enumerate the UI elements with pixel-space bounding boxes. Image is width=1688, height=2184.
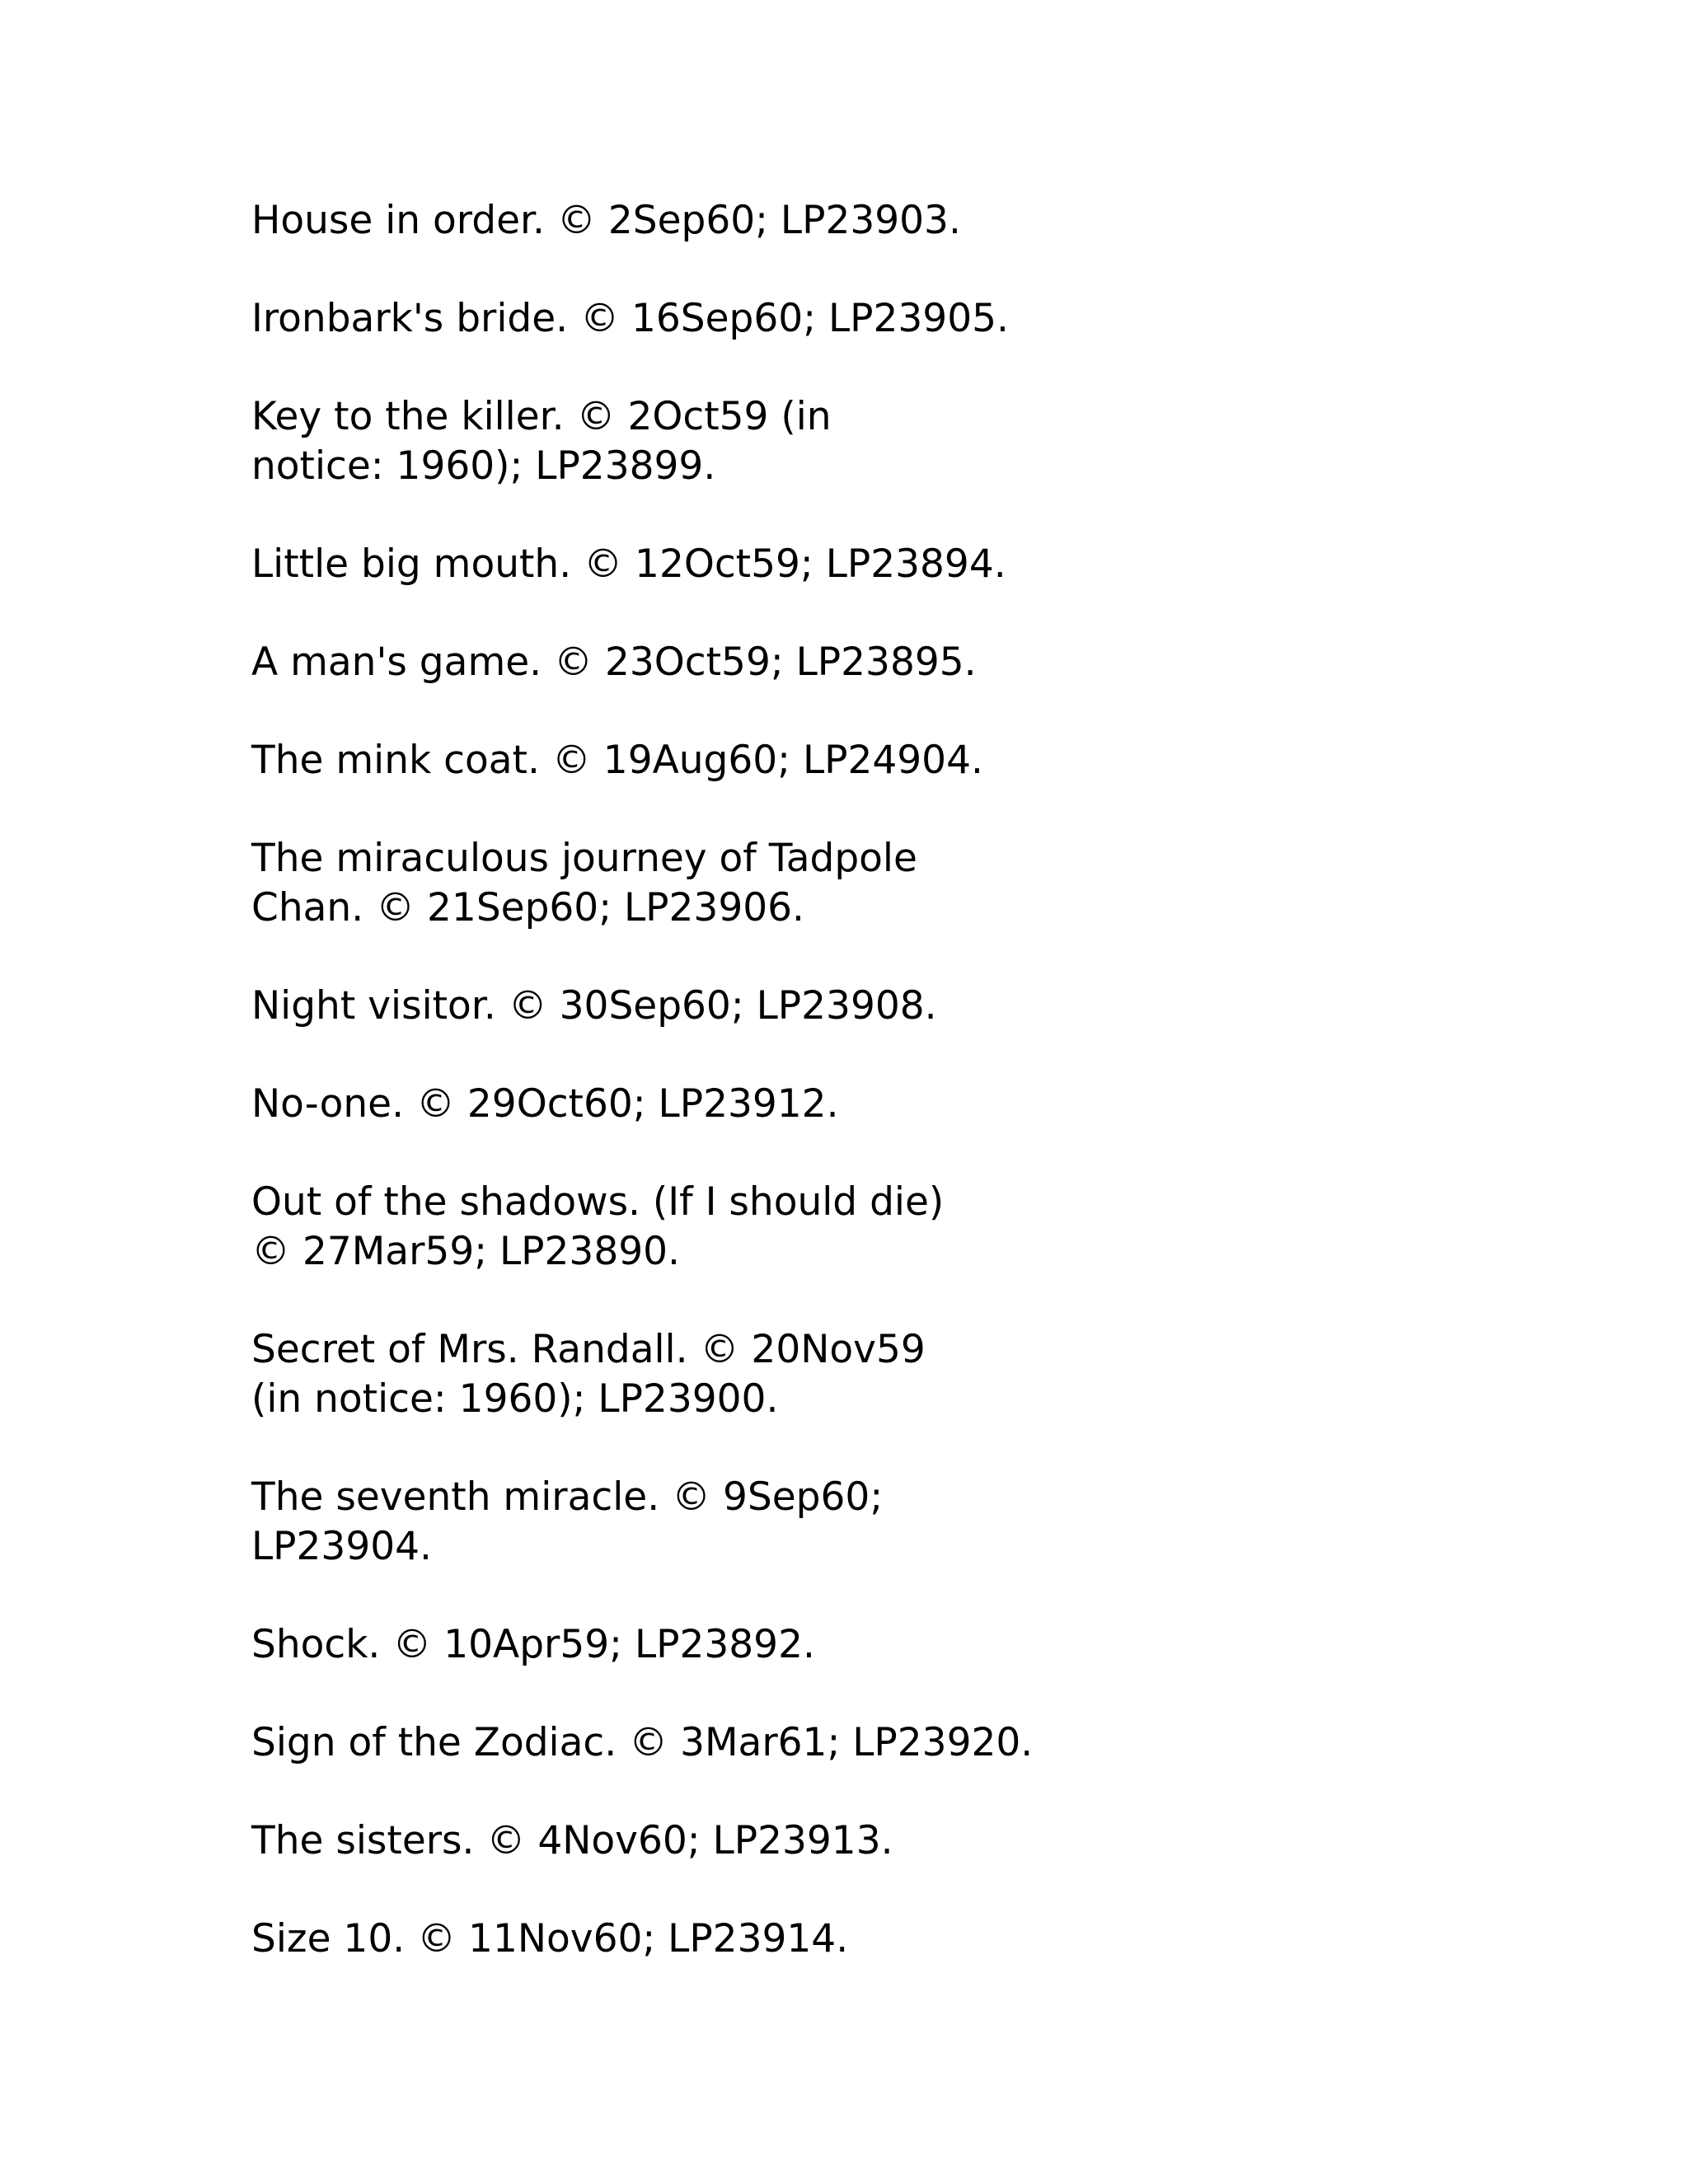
- copyright-entry-list: [251, 196, 1488, 2013]
- entry-text: A man's game. © 23Oct59; LP23895.: [251, 640, 977, 685]
- entry-text: Out of the shadows. (If I should die): [251, 1179, 945, 1225]
- entry-text: No-one. © 29Oct60; LP23912.: [251, 1081, 839, 1127]
- entry-text: Little big mouth. © 12Oct59; LP23894.: [251, 541, 1006, 587]
- list-item: [251, 294, 1488, 344]
- entry-text: Size 10. © 11Nov60; LP23914.: [251, 1916, 849, 1961]
- entry-text: House in order. © 2Sep60; LP23903.: [251, 198, 961, 243]
- entry-text: The mink coat. © 19Aug60; LP24904.: [251, 738, 983, 783]
- entry-text: The seventh miracle. © 9Sep60;: [251, 1474, 884, 1520]
- entry-text: Night visitor. © 30Sep60; LP23908.: [251, 983, 937, 1029]
- list-item: [251, 196, 1488, 246]
- entry-text: The miraculous journey of Tadpole: [251, 836, 917, 881]
- list-item: [251, 1718, 1488, 1768]
- entry-text-continuation: LP23904.: [251, 1524, 432, 1569]
- list-item: [251, 1080, 1488, 1129]
- list-item: [251, 1178, 1488, 1277]
- entry-text: Secret of Mrs. Randall. © 20Nov59: [251, 1327, 926, 1372]
- entry-text-continuation: notice: 1960); LP23899.: [251, 443, 716, 489]
- list-item: [251, 1473, 1488, 1572]
- entry-text: The sisters. © 4Nov60; LP23913.: [251, 1818, 893, 1863]
- entry-text: Sign of the Zodiac. © 3Mar61; LP23920.: [251, 1720, 1034, 1765]
- list-item: [251, 638, 1488, 687]
- list-item: [251, 834, 1488, 933]
- list-item: [251, 1620, 1488, 1670]
- list-item: [251, 540, 1488, 589]
- entry-text-continuation: Chan. © 21Sep60; LP23906.: [251, 885, 804, 930]
- entry-text-continuation: (in notice: 1960); LP23900.: [251, 1376, 779, 1422]
- list-item: [251, 1325, 1488, 1424]
- entry-text-continuation: © 27Mar59; LP23890.: [251, 1229, 680, 1274]
- entry-text: Shock. © 10Apr59; LP23892.: [251, 1622, 815, 1667]
- entry-text: Ironbark's bride. © 16Sep60; LP23905.: [251, 296, 1009, 341]
- list-item: [251, 1816, 1488, 1866]
- entry-text: Key to the killer. © 2Oct59 (in: [251, 394, 832, 439]
- list-item: [251, 1915, 1488, 1964]
- list-item: [251, 392, 1488, 491]
- list-item: [251, 982, 1488, 1031]
- list-item: [251, 736, 1488, 785]
